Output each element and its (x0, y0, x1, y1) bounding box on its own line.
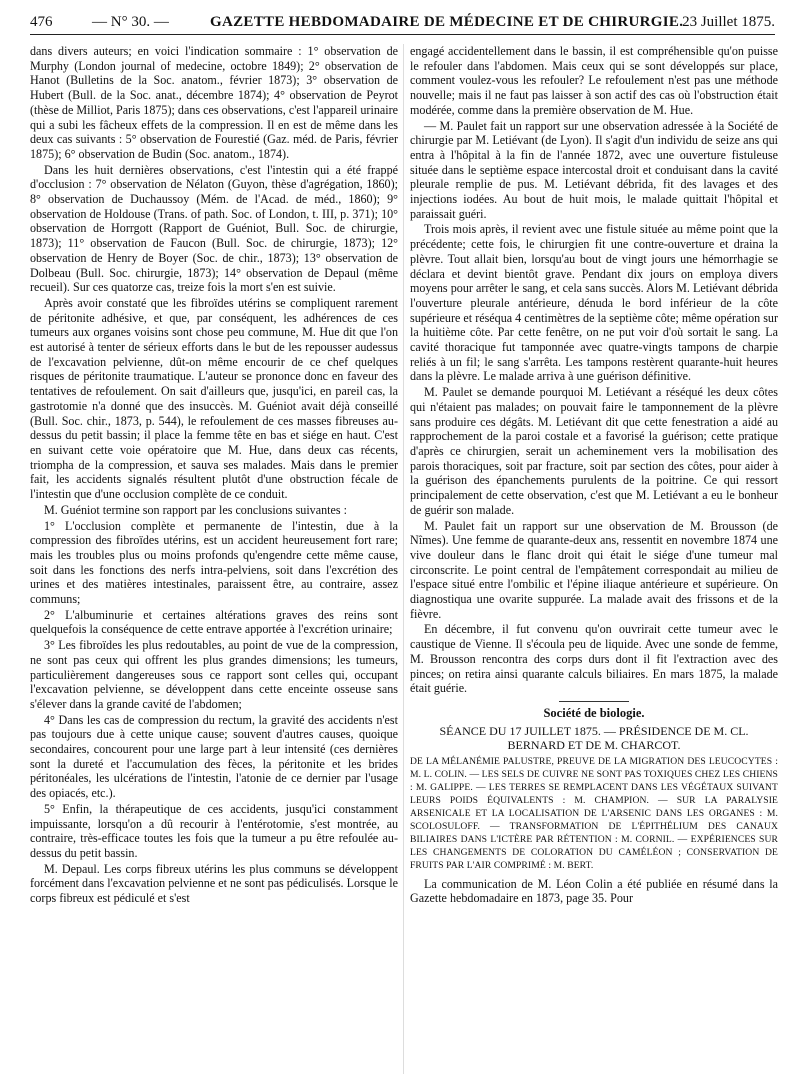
journal-title: GAZETTE HEBDOMADAIRE DE MÉDECINE ET DE CHIRURGIE. (210, 14, 684, 30)
section-title: Société de biologie. (543, 705, 645, 720)
right-column (410, 44, 778, 1074)
seance-heading: SÉANCE DU 17 JUILLET 1875. — PRÉSIDENCE DE M. CL. BERNARD ET DE M. CHARCOT. (439, 723, 749, 752)
paragraph: dans divers auteurs; en voici l'indication sommaire : 1° observation de Murphy (London journal of medecine, octobre 1849); 2° observation de Hanot (Bulletins de la Soc. anatom., février 1873); 3° observation de Hubert (Bull. de la Soc. anat., décembre 1874); 4° observation de Peyrot (thèse de Milliot, Paris 1875); dans ces observations, c'est l'appareil urinaire qui a subi les fâcheux effets de la compression. Il en est de même dans les deux cas suivants : 5° observation de Fourestié (Gaz. méd. de Paris, février 1875); 6° observation de Budin (Soc. anatom., 1874). (30, 44, 398, 161)
conclusion-4: 4° Dans les cas de compression du rectum, la gravité des accidents n'est pas toujours due à cette unique cause; souvent d'autres causes, quoique secondaires, concourent pour une large part à leur intensité (ces dernières sont la dureté et l'accumulation des fèces, la péritonite et les brides péritonéales, les ulcérations de l'intestin, l'atonie de ce dernier par l'usage des opiacés, etc.). (30, 712, 398, 801)
paragraph: M. Guéniot termine son rapport par les conclusions suivantes : (44, 502, 347, 517)
paragraph: Après avoir constaté que les fibroïdes utérins se compliquent rarement de péritonite adhésive, et que, par conséquent, les adhérences de ces tumeurs aux organes voisins sont chose peu commune, M. Hue dit que l'on est autorisé à tenter de sérieux efforts dans le but de les repousser audessus de l'excavation pelvienne, dût-on même encourir de ce chef quelques risques de péritonite traumatique. L'auteur se prononce donc en faveur des tentatives de refoulement. On sait d'ailleurs que, jusqu'ici, en pareil cas, la gastrotomie n'a donné que des insuccès. M. Guéniot avait déjà conseillé (Bull. Soc. chir., 1873, p. 544), le refoulement de ces masses fibreuses au-dessus du petit bassin; il place la femme tête en bas et siége en haut. C'est en suivant cette voie opératoire que M. Hue, dans deux cas récents, triompha de la compression, et sauva ses malades. Mais dans le premier fait, les accidents signalés résultent plutôt d'une obstruction fécale de l'intestin que d'une occlusion complète de ce conduit. (30, 295, 398, 502)
paragraph: — M. Paulet fait un rapport sur une observation adressée à la Société de chirurgie par M. Letiévant (de Lyon). Il s'agit d'un individu de seize ans qui entra à l'hôpital à la fin de l'année 1872, avec une ouverture fistuleuse située dans le septième espace intercostal droit et conduisant dans la cavité pleurale remplie de pus. M. Letiévant débrida, fit des lavages et des injections iodées. Au bout de huit mois, le malade quittait l'hôpital et paraissait guéri. (410, 118, 778, 221)
paragraph: engagé accidentellement dans le bassin, il est compréhensible qu'on puisse le refouler dans l'abdomen. Mais ceux qui se sont développés sur place, comment voulez-vous les refouler? Le refoulement n'est pas une méthode nouvelle; mais il ne faut pas laisser à son actif des cas où l'obstruction était modérée, comme dans la première observation de M. Hue. (410, 44, 778, 117)
issue-date: 23 Juillet 1875. (682, 14, 775, 30)
issue-number: — N° 30. — (92, 14, 169, 30)
left-column (30, 44, 398, 1074)
paragraph: M. Paulet fait un rapport sur une observation de M. Brousson (de Nîmes). Une femme de quarante-deux ans, ressentit en novembre 1874 une vive douleur dans le flanc droit qui était le siége d'une tumeur mal circonscrite. Le point central de l'empâtement correspondait au milieu de l'espace situé entre l'ombilic et l'épine iliaque antérieure et supérieure. On diagnostiqua une ovarite suppurée. La malade avait des frissons et de la fièvre. (410, 518, 778, 621)
conclusion-5: 5° Enfin, la thérapeutique de ces accidents, jusqu'ici constamment impuissante, lorsqu'on a dû recourir à l'entérotomie, s'est montrée, au contraire, très-efficace toutes les fois que la tumeur a pu être refoulée au-dessus du petit bassin. (30, 801, 398, 860)
conclusion-3: 3° Les fibroïdes les plus redoutables, au point de vue de la compression, ne sont pas ceux qui offrent les plus grandes dimensions; les tumeurs, particulièrement dangereuses sous ce rapport sont celles qui, occupant l'excavation pelvienne, se développent dans cette enceinte osseuse sans s'élever dans la grande cavité de l'abdomen; (30, 638, 398, 711)
conclusion-1: 1° L'occlusion complète et permanente de l'intestin, due à la compression des fibroïdes utérins, est un accident heureusement fort rare; mais les troubles plus ou moins profonds qu'engendre cette même cause, soit dans les fonctions des nerfs intra-pelviens, soit dans l'excrétion des urines et des matières intestinales, paraissent être, au contraire, assez communs; (30, 518, 398, 607)
paragraph: M. Depaul. Les corps fibreux utérins les plus communs se développent forcément dans l'excavation pelvienne et ne sont pas pédiculisés. Lorsque le corps fibreux est pédiculé et s'est (30, 861, 398, 906)
paragraph: Trois mois après, il revient avec une fistule située au même point que la précédente; cette fois, le chirurgien fit une contre-ouverture et draina la plèvre. Tout allait bien, lorsqu'au bout de vingt jours une hémorrhagie se déclara et devint bientôt grave. Pendant dix jours on employa divers moyens pour arrêter le sang, et cela sans succès. Alors M. Letiévant débrida l'ouverture pleurale antérieure, dénuda le bord inférieur de la côte supérieure et réséqua 4 centimètres de la septième côte; même opération sur la huitième côte. Par cette fenêtre, on ne put voir d'où sortait le sang. La cavité thoracique fut tamponnée avec quatre-vingts tampons de charpie reliés à un fil; le sang s'arrêta. Les tampons restèrent quarante-huit heures dans la plèvre. Le malade arriva à une guérison définitive. (410, 222, 778, 384)
page-header (30, 12, 775, 35)
conclusion-2: 2° L'albuminurie et certaines altérations graves des reins sont quelquefois la conséquence de cette entrave apportée à l'excrétion urinaire; (30, 607, 398, 637)
session-summary: DE LA MÉLANÉMIE PALUSTRE, PREUVE DE LA MIGRATION DES LEUCOCYTES : M. L. COLIN. — LES SELS DE CUIVRE NE SONT PAS TOXIQUES CHEZ LES CHIENS : M. GALIPPE. — LES TERRES SE REMPLACENT DANS LES VÉGÉTAUX SUIVANT LEURS POIDS ÉQUIVALENTS : M. CHAMPION. — SUR LA PARALYSIE ARSENICALE ET LA LOCALISATION DE L'ARSENIC DANS LES ORGANES : M. SCOLOSULOFF. — TRANSFORMATION DE L'ÉPITHÉLIUM DES CANAUX BILIAIRES DANS L'ICTÈRE PAR RÉTENTION : M. CORNIL. — EXPÉRIENCES SUR LES CHANGEMENTS DE COLORATION DU CAMÉLÉON ; CONSERVATION DE FRUITS PAR L'AIR COMPRIMÉ : M. BERT. (410, 755, 778, 871)
page-number: 476 (30, 14, 53, 30)
paragraph: La communication de M. Léon Colin a été publiée en résumé dans la Gazette hebdomadaire en 1873, page 35. Pour (410, 876, 778, 906)
paragraph: En décembre, il fut convenu qu'on ouvrirait cette tumeur avec le caustique de Vienne. Il s'écoula peu de liquide. Avec une sonde de femme, M. Brousson rencontra des corps durs dont il fit l'extraction avec des pinces; on retira ainsi quarante calculs biliaires. En mars 1875, la malade était guérie. (410, 622, 778, 696)
paragraph: Dans les huit dernières observations, c'est l'intestin qui a été frappé d'occlusion : 7° observation de Nélaton (Guyon, thèse d'agrégation, 1860); 8° observation de Duchaussoy (Mém. de l'Acad. de méd., 1860); 9° observation de Holdouse (Trans. of path. Soc. of London, t. III, p. 371); 10° observation de Horrgott (Rapport de Guéniot, Bull. Soc. de chirurgie, 1873); 11° observation de Faucon (Bull. Soc. de chirurgie, 1873); 12° observation de Henry de Boyer (Soc. de chir., 1873); 13° observation de Dolbeau (Bull. Soc. chirurgie, 1873); 14° observation de Depaul (même recueil). Sur ces quatorze cas, treize fois la mort s'en est suivie. (30, 162, 398, 295)
paragraph: M. Paulet se demande pourquoi M. Letiévant a réséqué les deux côtes qui n'étaient pas malades; on pouvait faire le tamponnement de la plèvre sans produire ces dégâts. M. Letiévant dit que cette fenestration a aidé au rapprochement de la paroi costale et a favorisé la guérison; cette pratique d'après ce chirurgien, serait un acheminement vers la mobilisation des parois thoraciques, soit par fracture, soit par section des côtes, pour aider à la guérison des épanchements purulents de la poitrine. Ce qui ressort principalement de cette observation, c'est que M. Letiévant a eu le bonheur de guérir son malade. (410, 385, 778, 517)
column-divider (403, 44, 404, 1074)
section-rule (559, 701, 629, 702)
